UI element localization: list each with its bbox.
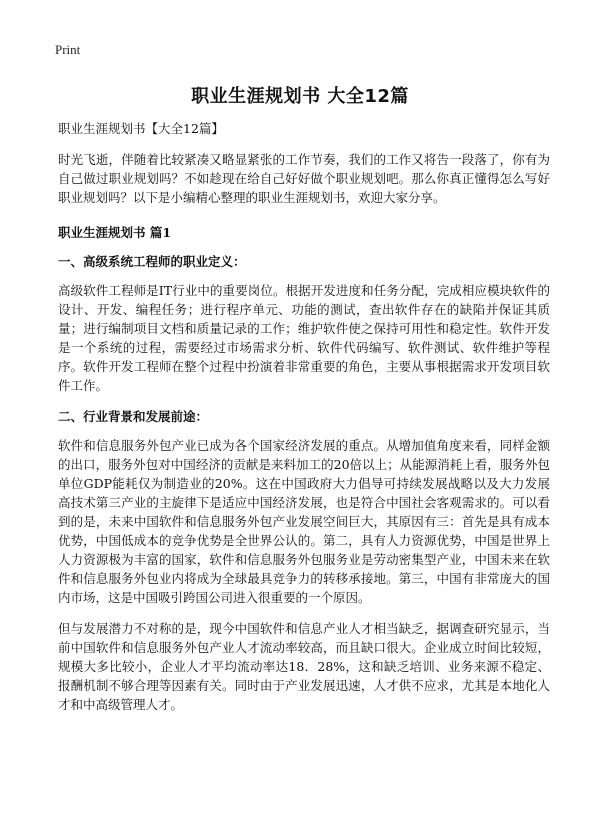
document-subtitle: 职业生涯规划书【大全12篇】 xyxy=(58,121,224,136)
section2-heading: 二、行业背景和发展前途： xyxy=(58,409,209,424)
section2-paragraph-1: 软件和信息服务外包产业已成为各个国家经济发展的重点。从增加值角度来看，同样金额的出口，服务外包对中国经济的贡献是来料加工的20倍以上；从能源消耗上看，服务外包单位GDP能耗仅为制造业的20%。这在中国政府大力倡导可持续发展战略以及大力发展高技术第三产业的主旋律下是适应中国经济发展，也是符合中国社会客观需求的。可以看到的是，未来中国软件和信息服务外包产业发展空间巨大，其原因有三：首先是具有成本优势，中国低成本的竞争优势是全世界公认的。第二，具有人力资源优势，中国是世界上人力资源极为丰富的国家，软件和信息服务外包服务业是劳动密集型产业，中国未来在软件和信息服务外包业内将成为全球最具竞争力的转移承接地。第三，中国有非常庞大的国内市场，这是中国吸引跨国公司进入很重要的一个原因。 xyxy=(58,438,550,605)
intro-paragraph: 时光飞逝，伴随着比较紧凑又略显紧张的工作节奏，我们的工作又将告一段落了，你有为自己做过职业规划吗？不如趁现在给自己好好做个职业规划吧。那么你真正懂得怎么写好职业规划吗？以下是小编精心整理的职业生涯规划书，欢迎大家分享。 xyxy=(58,152,550,205)
section1-paragraph: 高级软件工程师是IT行业中的重要岗位。根据开发进度和任务分配，完成相应模块软件的设计、开发、编程任务；进行程序单元、功能的测试，查出软件存在的缺陷并保证其质量；进行编制项目文档和质量记录的工作；维护软件使之保持可用性和稳定性。软件开发是一个系统的过程，需要经过市场需求分析、软件代码编写、软件测试、软件维护等程序。软件开发工程师在整个过程中扮演着非常重要的角色，主要从事根据需求开发项目软件工作。 xyxy=(58,283,550,393)
article-heading: 职业生涯规划书 篇1 xyxy=(58,225,172,240)
section1-heading: 一、高级系统工程师的职业定义： xyxy=(58,254,246,269)
section2-paragraph-2: 但与发展潜力不对称的是，现今中国软件和信息产业人才相当缺乏，据调查研究显示，当前中国软件和信息服务外包产业人才流动率较高，而且缺口很大。企业成立时间比较短，规模大多比较小，企业人才平均流动率达18．28%，这和缺乏培训、业务来源不稳定、报酬机制不够合理等因素有关。同时由于产业发展迅速，人才供不应求，尤其是本地化人才和中高级管理人才。 xyxy=(58,621,550,712)
document-title: 职业生涯规划书 大全12篇 xyxy=(191,86,409,107)
print-label: Print xyxy=(55,42,81,57)
document-body xyxy=(58,119,550,714)
